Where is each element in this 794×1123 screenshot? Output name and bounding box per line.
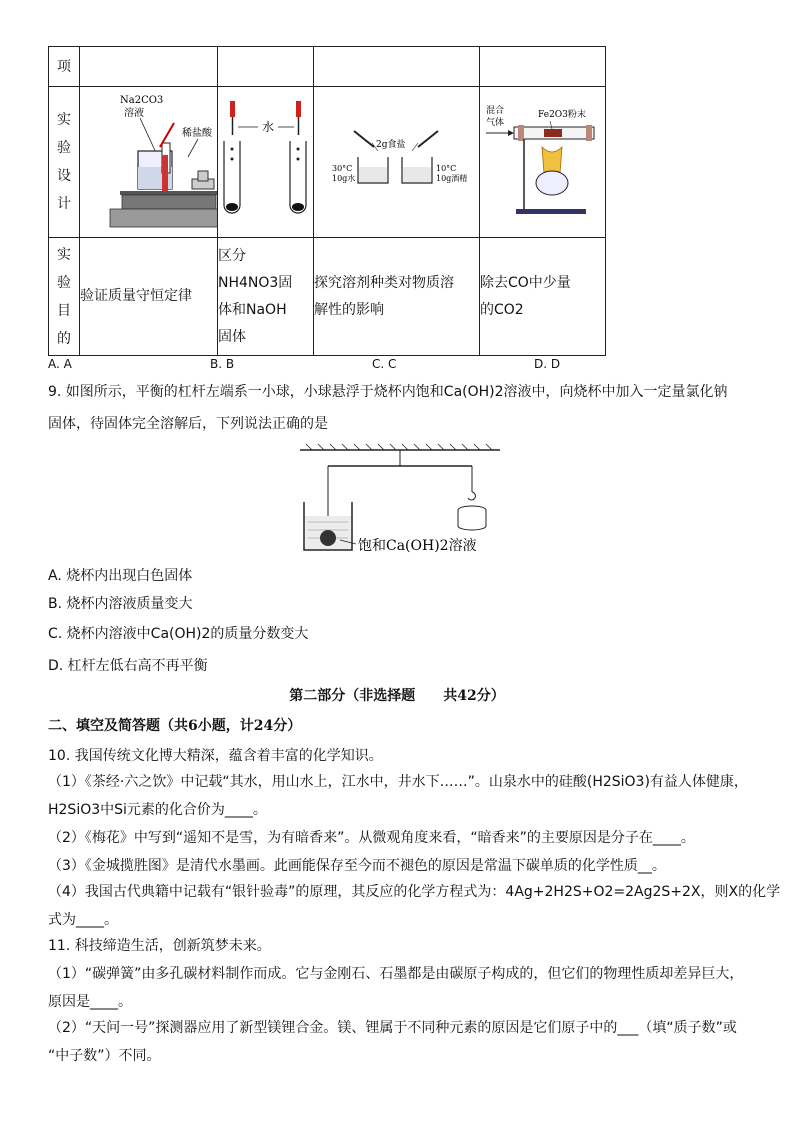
acid-label: 稀盐酸 <box>182 128 212 139</box>
q11-part1-line2: 原因是____。 <box>48 994 132 1010</box>
q9-stem-line2: 固体，待固体完全溶解后，下列说法正确的是 <box>48 416 328 432</box>
purpose-c: 探究溶剂种类对物质溶 解性的影响 <box>314 238 480 356</box>
q11-part1-line1: （1）“碳弹簧”由多孔碳材料制作而成。它与金刚石、石墨都是由碳原子构成的，但它们的物理性质却差异巨大， <box>48 966 744 982</box>
balance-pointer <box>162 155 168 191</box>
part2-title: 第二部分（非选择题 共42分） <box>289 688 505 704</box>
na2co3-label: Na2CO3 <box>120 95 164 106</box>
design-figure-d <box>480 87 606 238</box>
q8-option-d: D. D <box>534 357 561 371</box>
beakers-figure <box>314 87 479 233</box>
q11-part2-line1: （2）“天问一号”探测器应用了新型镁锂合金。镁、锂属于不同种元素的原因是它们原子中的___（填“质子数”或 <box>48 1020 737 1036</box>
right-liquid-label: 10g酒精 <box>436 174 468 183</box>
section2-title: 二、填空及简答题（共6小题，计24分） <box>48 718 302 734</box>
q10-part1-line1: （1）《茶经·六之饮》中记载“其水，用山水上，江水中，井水下……”。山泉水中的硅酸(H2SiO3)有益人体健康， <box>48 774 748 790</box>
mixed-gas-label-1: 混合 <box>486 106 505 116</box>
right-temp-label: 10°C <box>436 164 457 173</box>
left-liquid-label: 10g水 <box>332 174 356 183</box>
q8-option-a: A. A <box>48 357 72 371</box>
reduction-apparatus-figure <box>480 87 605 233</box>
powder-label: Fe2O3粉末 <box>538 110 586 120</box>
table-header-cell <box>314 47 480 87</box>
lever-figure <box>296 440 516 560</box>
q11-part2-line2: “中子数”）不同。 <box>48 1048 161 1064</box>
q9-option-a: A. 烧杯内出现白色固体 <box>48 568 193 584</box>
design-figure-b <box>218 87 314 238</box>
solution-label: 饱和Ca(OH)2溶液 <box>358 538 477 554</box>
solution-label: 溶液 <box>124 108 144 119</box>
table-header-cell <box>80 47 218 87</box>
floating-ball <box>320 530 336 546</box>
q11-stem: 11. 科技缔造生活，创新筑梦未来。 <box>48 938 271 954</box>
q9-stem-line1: 9. 如图所示，平衡的杠杆左端系一小球，小球悬浮于烧杯内饱和Ca(OH)2溶液中，向烧杯中加入一定量氯化钠 <box>48 384 728 400</box>
purpose-row-label: 实 验 目 的 <box>49 238 80 356</box>
q10-part1-line2: H2SiO3中Si元素的化合价为____。 <box>48 802 267 818</box>
table-header-cell: 项 <box>49 47 80 87</box>
q10-stem: 10. 我国传统文化博大精深，蕴含着丰富的化学知识。 <box>48 748 383 764</box>
q10-part4-line1: （4）我国古代典籍中记载有“银针验毒”的原理，其反应的化学方程式为：4Ag+2H2S+O2=2Ag2S+2X，则X的化学 <box>48 884 781 900</box>
balance-figure <box>80 87 217 233</box>
salt-label: 2g食盐 <box>376 140 406 150</box>
test-tubes-figure <box>218 87 313 233</box>
purpose-d: 除去CO中少量 的CO2 <box>480 238 606 356</box>
q10-part2: （2）《梅花》中写到“遥知不是雪，为有暗香来”。从微观角度来看，“暗香来”的主要原因是分子在____。 <box>48 830 695 846</box>
table-header-cell <box>218 47 314 87</box>
design-figure-a <box>80 87 218 238</box>
q9-option-c: C. 烧杯内溶液中Ca(OH)2的质量分数变大 <box>48 626 309 642</box>
mixed-gas-label-2: 气体 <box>486 118 505 128</box>
table-header-cell <box>480 47 606 87</box>
water-label: 水 <box>262 120 275 134</box>
experiment-table <box>48 46 606 356</box>
design-row-label: 实 验 设 计 <box>49 87 80 238</box>
left-temp-label: 30°C <box>332 164 353 173</box>
q10-part4-line2: 式为____。 <box>48 912 118 928</box>
q8-option-c: C. C <box>372 357 397 371</box>
purpose-b: 区分 NH4NO3固 体和NaOH 固体 <box>218 238 314 356</box>
q8-option-b: B. B <box>210 357 235 371</box>
purpose-a: 验证质量守恒定律 <box>80 238 218 356</box>
q10-part3: （3）《金城揽胜图》是清代水墨画。此画能保存至今而不褪色的原因是常温下碳单质的化学性质__。 <box>48 858 666 874</box>
design-figure-c <box>314 87 480 238</box>
q9-option-d: D. 杠杆左低右高不再平衡 <box>48 658 208 674</box>
q9-option-b: B. 烧杯内溶液质量变大 <box>48 596 193 612</box>
